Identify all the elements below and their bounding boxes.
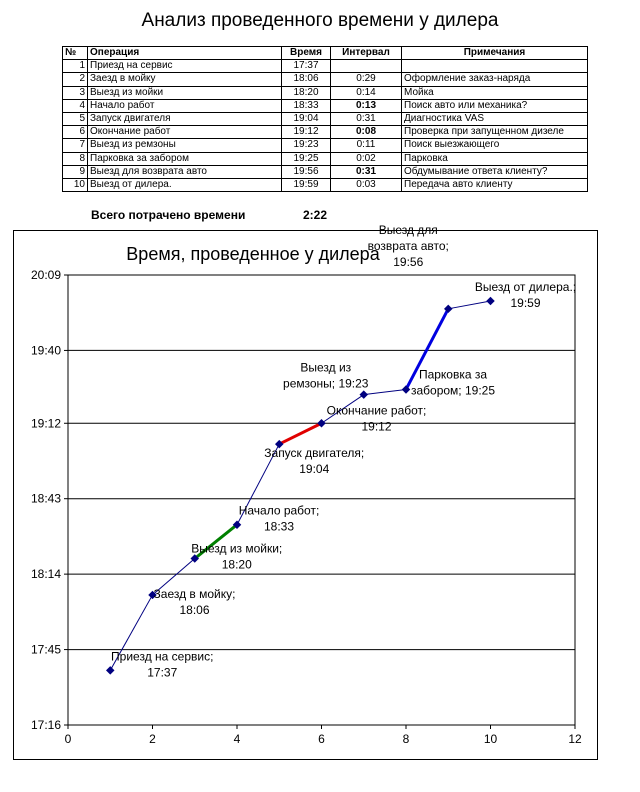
table-row — [63, 112, 588, 125]
x-tick-label: 2 — [149, 732, 156, 746]
data-label-line: забором; 19:25 — [410, 383, 496, 398]
cell-operation: Выезд из мойки — [88, 86, 282, 99]
cell-interval: 0:13 — [331, 99, 402, 112]
data-label-line: Выезд для — [378, 222, 438, 237]
cell-number: 4 — [63, 99, 88, 112]
cell-number: 2 — [63, 73, 88, 86]
cell-number: 10 — [63, 178, 88, 191]
data-label-line: 18:20 — [221, 557, 252, 572]
header-notes: Примечания — [402, 47, 588, 60]
cell-operation: Выезд от дилера. — [88, 178, 282, 191]
page-title: Анализ проведенного времени у дилера — [141, 10, 499, 31]
cell-note: Парковка — [402, 152, 588, 165]
data-label-line: 19:04 — [299, 462, 330, 477]
table-row — [63, 165, 588, 178]
data-label-line: 18:06 — [179, 602, 210, 617]
cell-interval: 0:11 — [331, 139, 402, 152]
time-chart — [13, 222, 598, 760]
cell-note: Мойка — [402, 86, 588, 99]
data-label-line: 19:56 — [393, 254, 424, 269]
cell-time: 19:12 — [282, 126, 331, 139]
operations-table — [62, 46, 588, 192]
cell-time: 19:56 — [282, 165, 331, 178]
table-row — [63, 60, 588, 73]
data-label-line: 19:59 — [510, 296, 541, 311]
table-row — [63, 73, 588, 86]
header-time: Время — [282, 47, 331, 60]
chart-title: Время, проведенное у дилера — [126, 244, 380, 264]
data-label-line: Парковка за — [418, 367, 488, 382]
data-label-line: Выезд от дилера.; — [474, 280, 577, 295]
cell-number: 9 — [63, 165, 88, 178]
cell-operation: Приезд на сервис — [88, 60, 282, 73]
header-number: № — [63, 47, 88, 60]
data-label-line: Окончание работ; — [326, 403, 427, 418]
cell-number: 6 — [63, 126, 88, 139]
cell-number: 8 — [63, 152, 88, 165]
cell-time: 19:25 — [282, 152, 331, 165]
cell-time: 19:59 — [282, 178, 331, 191]
data-label-line: Начало работ; — [238, 503, 320, 518]
cell-number: 7 — [63, 139, 88, 152]
x-tick-label: 10 — [483, 732, 498, 746]
x-tick-label: 6 — [318, 732, 325, 746]
data-label-line: Приезд на сервис; — [111, 649, 214, 664]
table-row — [63, 178, 588, 191]
cell-operation: Парковка за забором — [88, 152, 282, 165]
data-label-line: Запуск двигателя; — [264, 446, 365, 461]
data-label-line: Заезд в мойку; — [153, 586, 236, 601]
cell-note: Проверка при запущенном дизеле — [402, 126, 588, 139]
y-tick-label: 17:45 — [30, 642, 61, 657]
cell-time: 19:04 — [282, 112, 331, 125]
table-row — [63, 126, 588, 139]
cell-operation: Выезд из ремзоны — [88, 139, 282, 152]
cell-interval: 0:31 — [331, 165, 402, 178]
cell-note: Обдумывание ответа клиенту? — [402, 165, 588, 178]
y-tick-label: 20:09 — [30, 268, 61, 282]
x-tick-label: 0 — [64, 732, 72, 746]
cell-interval: 0:14 — [331, 86, 402, 99]
y-tick-label: 17:16 — [30, 718, 61, 732]
y-tick-label: 19:12 — [30, 416, 61, 431]
cell-operation: Запуск двигателя — [88, 112, 282, 125]
cell-time: 19:23 — [282, 139, 331, 152]
total-label: Всего потрачено времени — [91, 208, 246, 222]
table-body — [63, 60, 588, 192]
x-tick-label: 8 — [402, 732, 410, 746]
cell-operation: Заезд в мойку — [88, 73, 282, 86]
cell-note: Оформление заказ-наряда — [402, 73, 588, 86]
data-label-line: возврата авто; — [367, 238, 449, 253]
cell-number: 3 — [63, 86, 88, 99]
cell-time: 18:33 — [282, 99, 331, 112]
cell-note — [402, 60, 588, 73]
cell-interval: 0:08 — [331, 126, 402, 139]
x-tick-label: 4 — [233, 732, 241, 746]
header-operation: Операция — [88, 47, 282, 60]
table-row — [63, 86, 588, 99]
cell-note: Передача авто клиенту — [402, 178, 588, 191]
cell-interval — [331, 60, 402, 73]
data-label-line: 17:37 — [147, 665, 178, 680]
table-row — [63, 99, 588, 112]
x-tick-label: 12 — [568, 732, 582, 746]
y-tick-label: 19:40 — [30, 343, 61, 358]
cell-interval: 0:31 — [331, 112, 402, 125]
cell-operation: Окончание работ — [88, 126, 282, 139]
cell-time: 18:06 — [282, 73, 331, 86]
table-row — [63, 152, 588, 165]
cell-time: 18:20 — [282, 86, 331, 99]
cell-interval: 0:29 — [331, 73, 402, 86]
cell-number: 1 — [63, 60, 88, 73]
cell-note: Поиск выезжающего — [402, 139, 588, 152]
data-label-line: 18:33 — [263, 519, 295, 534]
header-interval: Интервал — [331, 47, 402, 60]
cell-interval: 0:02 — [331, 152, 402, 165]
cell-number: 5 — [63, 112, 88, 125]
data-label-line: Выезд из — [300, 360, 352, 375]
data-label-line: ремзоны; 19:23 — [283, 376, 369, 391]
data-label-line: 19:12 — [361, 419, 392, 434]
data-label-line: Выезд из мойки; — [191, 541, 283, 556]
cell-operation: Начало работ — [88, 99, 282, 112]
cell-operation: Выезд для возврата авто — [88, 165, 282, 178]
y-tick-label: 18:43 — [30, 491, 61, 506]
table-header-row — [63, 47, 588, 60]
table-row — [63, 139, 588, 152]
cell-time: 17:37 — [282, 60, 331, 73]
cell-interval: 0:03 — [331, 178, 402, 191]
cell-note: Поиск авто или механика? — [402, 99, 588, 112]
cell-note: Диагностика VAS — [402, 112, 588, 125]
y-tick-label: 18:14 — [30, 567, 61, 582]
total-value: 2:22 — [303, 208, 328, 222]
